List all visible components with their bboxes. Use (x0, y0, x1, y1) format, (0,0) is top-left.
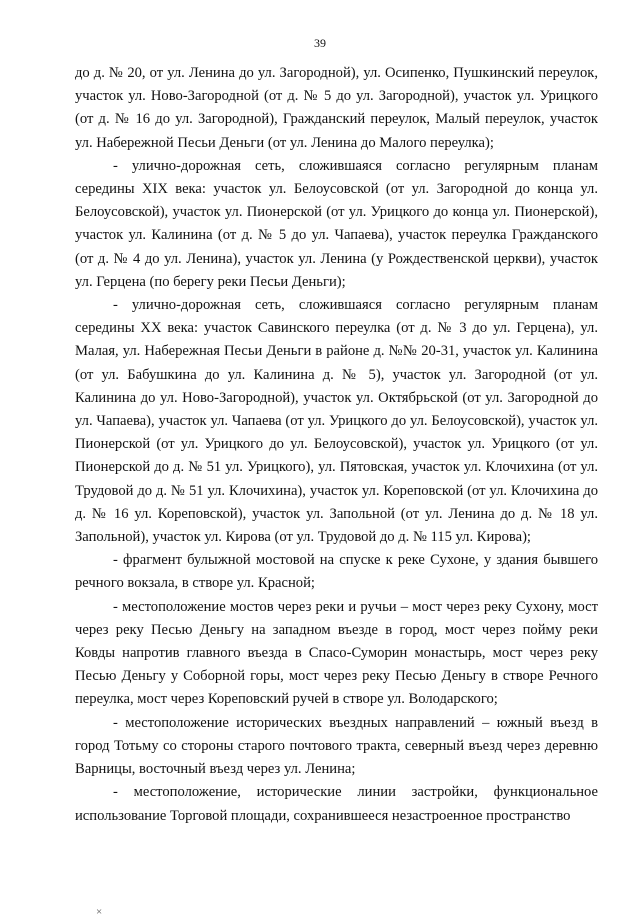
scan-mark: × (96, 906, 103, 918)
document-body (75, 62, 598, 828)
paragraph-street-list-continuation: до д. № 20, от ул. Ленина до ул. Загородной), ул. Осипенко, Пушкинский переулок, участок ул. Ново-Загородной (от д. № 5 до ул. Загородной), участок ул. Урицкого (от д. № 16 до ул. Загородной), Гражданский переулок, Малый переулок, участок ул. Набережной Песьи Деньги (от ул. Ленина до Малого переулка); (75, 65, 598, 151)
paragraph-20th-century-streets: - улично-дорожная сеть, сложившаяся согласно регулярным планам середины XX века: участок Савинского переулка (от д. № 3 до ул. Герцена), ул. Малая, ул. Набережная Песьи Деньги в районе д. №№ 20-31, участок ул. Калинина (от ул. Бабушкина до ул. Калинина д. № 5), участок ул. Загородной (от ул. Калинина до ул. Ново-Загородной), участок ул. Октябрьской (от ул. Загородной до ул. Чапаева), участок ул. Чапаева (от ул. Урицкого до ул. Белоусовской), участок ул. Пионерской (от ул. Урицкого до ул. Белоусовской), участок ул. Урицкого (от ул. Пионерской до д. № 51 ул. Урицкого), ул. Пятовская, участок ул. Клочихина (от ул. Трудовой до д. № 51 ул. Клочихина), участок ул. Кореповской (от ул. Клочихина до д. № 16 ул. Кореповской), участок ул. Запольной (от ул. Ленина до д. № 18 ул. Запольной), участок ул. Кирова (от ул. Трудовой до д. № 115 ул. Кирова); (75, 297, 598, 546)
paragraph-trade-square: - местоположение, исторические линии застройки, функциональное использование Торговой площади, сохранившееся незастроенное пространство (75, 784, 598, 824)
paragraph-cobblestone-pavement: - фрагмент булыжной мостовой на спуске к реке Сухоне, у здания бывшего речного вокзала, в створе ул. Красной; (75, 552, 598, 592)
paragraph-19th-century-streets: - улично-дорожная сеть, сложившаяся согласно регулярным планам середины XIX века: участок ул. Белоусовской (от ул. Загородной до конца ул. Белоусовской), участок ул. Пионерской (от ул. Урицкого до конца ул. Пионерской), участок ул. Калинина (от д. № 5 до ул. Чапаева), участок переулка Гражданского (от д. № 4 до ул. Ленина), участок ул. Ленина (у Рождественской церкви), участок ул. Герцена (по берегу реки Песьи Деньги); (75, 157, 598, 290)
paragraph-bridges: - местоположение мостов через реки и ручьи – мост через реку Сухону, мост через реку Песью Деньгу на западном въезде в город, мост через пойму реки Ковды напротив главного въезда в Спасо-Суморин монастырь, мост через реку Песью Деньгу у Соборной горы, мост через реку Песью Деньгу в створе Речного переулка, мост через Кореповский ручей в створе ул. Володарского; (75, 598, 598, 708)
page-number: 39 (314, 36, 326, 50)
paragraph-entry-routes: - местоположение исторических въездных направлений – южный въезд в город Тотьму со стороны старого почтового тракта, северный въезд через деревню Варницы, восточный въезд через ул. Ленина; (75, 714, 598, 778)
